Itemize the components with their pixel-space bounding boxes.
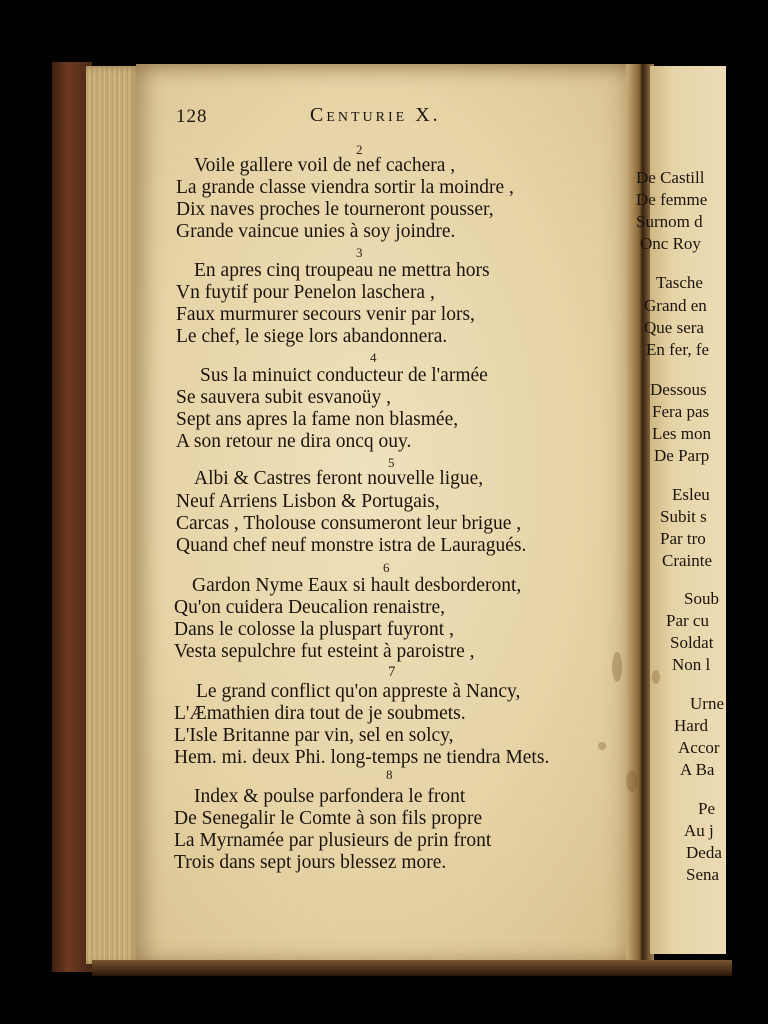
page-edges bbox=[86, 66, 142, 964]
verse-line: L'Isle Britanne par vin, sel en solcy, bbox=[174, 725, 454, 746]
right-page-line: Hard bbox=[674, 716, 708, 735]
verse-line: Le chef, le siege lors abandonnera. bbox=[176, 326, 448, 347]
right-page-line: Les mon bbox=[652, 424, 712, 443]
verse-line: Sus la minuict conducteur de l'armée bbox=[200, 365, 488, 386]
ink-stain bbox=[598, 742, 606, 750]
stanza-number: 3 bbox=[356, 245, 363, 260]
right-page-line: Esleu bbox=[672, 485, 710, 504]
right-page-line: Surnom d bbox=[636, 212, 703, 231]
verse-line: Se sauvera subit esvanoüy , bbox=[176, 387, 391, 408]
right-page-line: Non l bbox=[672, 655, 711, 674]
right-page-line: Soub bbox=[684, 589, 719, 608]
verse-line: Dans le colosse la pluspart fuyront , bbox=[174, 619, 454, 640]
verse-line: Vn fuytif pour Penelon laschera , bbox=[176, 282, 435, 303]
right-page-line: Crainte bbox=[662, 551, 713, 570]
verse-line: Carcas , Tholouse consumeront leur brigue , bbox=[176, 513, 522, 534]
right-page-line: Subit s bbox=[660, 507, 707, 526]
stanza-number: 8 bbox=[386, 767, 393, 782]
right-page-line: De femme bbox=[636, 190, 708, 209]
verse-line: Le grand conflict qu'on appreste à Nancy, bbox=[196, 681, 521, 702]
right-page-line: Par cu bbox=[666, 611, 709, 630]
right-page-line: Par tro bbox=[660, 529, 706, 548]
page-bottom-shadow bbox=[92, 960, 732, 976]
verse-line: Hem. mi. deux Phi. long-temps ne tiendra Mets. bbox=[174, 747, 550, 768]
verse-line: Quand chef neuf monstre istra de Lauragués. bbox=[176, 535, 527, 556]
verse-line: L'Æmathien dira tout de je soubmets. bbox=[174, 703, 466, 724]
right-page-line: Dessous bbox=[650, 380, 707, 399]
verse-line: Grande vaincue unies à soy joindre. bbox=[176, 221, 456, 242]
right-page-line: Au j bbox=[684, 821, 714, 840]
verse-line: Faux murmurer secours venir par lors, bbox=[176, 304, 475, 325]
verse-line: Neuf Arriens Lisbon & Portugais, bbox=[176, 491, 440, 512]
right-page-line: Sena bbox=[686, 865, 720, 884]
ink-stain bbox=[626, 770, 638, 792]
verse-line: De Senegalir le Comte à son fils propre bbox=[174, 808, 483, 829]
right-page-line: De Castill bbox=[636, 168, 705, 187]
right-page-line: Que sera bbox=[644, 318, 704, 337]
right-page-line: Pe bbox=[698, 799, 715, 818]
stanza-number: 7 bbox=[388, 664, 396, 680]
right-page-line: Soldat bbox=[670, 633, 714, 652]
right-page-line: Grand en bbox=[644, 296, 707, 315]
stanza-number: 4 bbox=[370, 350, 377, 365]
verse-line: La grande classe viendra sortir la moindre , bbox=[176, 177, 514, 198]
verse-line: La Myrnamée par plusieurs de prin front bbox=[174, 830, 492, 851]
verse-line: Sept ans apres la fame non blasmée, bbox=[176, 409, 459, 430]
verse-line: Dix naves proches le tourneront pousser, bbox=[176, 199, 494, 220]
verse-line: Albi & Castres feront nouvelle ligue, bbox=[194, 468, 484, 489]
verse-line: A son retour ne dira oncq ouy. bbox=[176, 431, 412, 452]
right-page-line: Onc Roy bbox=[640, 234, 701, 253]
verse-line: Voile gallere voil de nef cachera , bbox=[194, 155, 456, 176]
page-number: 128 bbox=[176, 106, 208, 127]
verse-line: Qu'on cuidera Deucalion renaistre, bbox=[174, 597, 445, 618]
right-page-line: Accor bbox=[678, 738, 720, 757]
right-page-line: Deda bbox=[686, 843, 722, 862]
verse-line: Trois dans sept jours blessez more. bbox=[174, 852, 447, 873]
right-page-line: Tasche bbox=[656, 273, 703, 292]
running-title: Centurie X. bbox=[310, 104, 441, 126]
verse-line: Gardon Nyme Eaux si hault desborderont, bbox=[192, 575, 522, 596]
stanza-number: 5 bbox=[388, 455, 395, 470]
right-page-line: De Parp bbox=[654, 446, 710, 465]
stanza-number: 6 bbox=[383, 560, 390, 575]
ink-stain bbox=[612, 652, 622, 682]
right-page-line: En fer, fe bbox=[646, 340, 710, 359]
ink-stain bbox=[652, 670, 660, 684]
stanza-number: 2 bbox=[356, 142, 363, 157]
verse-line: En apres cinq troupeau ne mettra hors bbox=[194, 260, 490, 281]
right-page-line: Urne bbox=[690, 694, 724, 713]
right-page-line: Fera pas bbox=[652, 402, 710, 421]
right-page-line: A Ba bbox=[680, 760, 715, 779]
verse-line: Index & poulse parfondera le front bbox=[194, 786, 466, 807]
verse-line: Vesta sepulchre fut esteint à paroistre , bbox=[174, 641, 475, 662]
